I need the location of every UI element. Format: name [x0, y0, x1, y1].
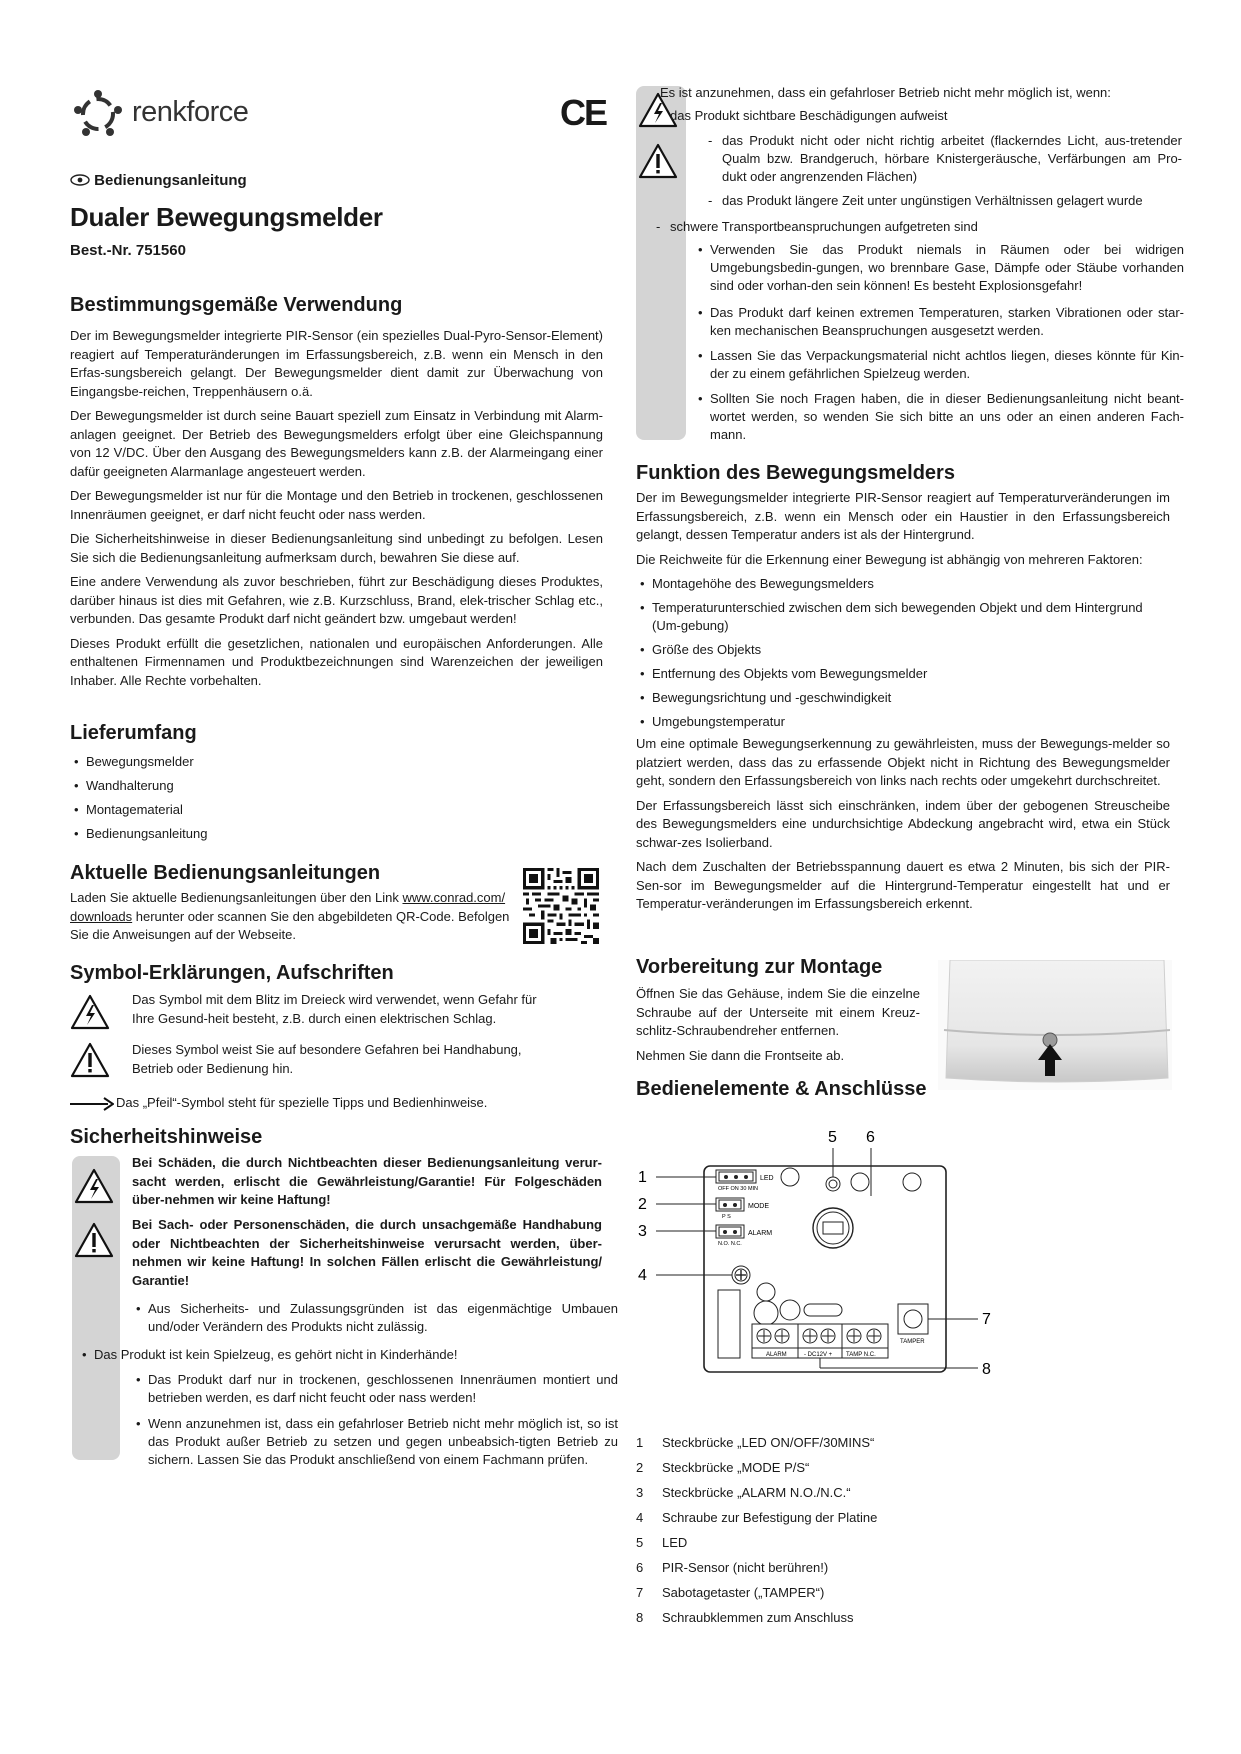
safety-margin-bar	[636, 86, 686, 440]
symbol-exclamation-text: Dieses Symbol weist Sie auf besondere Gefahren bei Handhabung, Betrieb oder Bedienung hin.	[132, 1042, 522, 1076]
section-safety	[70, 1126, 603, 1149]
component	[757, 1283, 775, 1301]
paragraph: Der im Bewegungsmelder integrierte PIR-Sensor (ein spezielles Dual-Pyro-Sensor-Element) reagiert auf Temperaturänderungen im Erfassungsbereich, z.B. wenn ein Mensch in den Erfas-sungsbereich gelangt. Der Bewegungsmelder dient damit zur Überwachung von Eingangsbe-reichen, Treppenhäusern o.ä.	[70, 328, 603, 399]
section-current-manuals	[70, 862, 510, 945]
paragraph: Nehmen Sie dann die Frontseite ab.	[636, 1047, 845, 1063]
safety-bullet: • Das Produkt ist kein Spielzeug, es gehört nicht in Kinderhände!	[78, 1346, 614, 1364]
hazard-condition: - das Produkt längere Zeit unter ungünstigen Verhältnissen gelagert wurde	[708, 192, 1192, 210]
legend-item: 4 Schraube zur Befestigung der Platine	[636, 1510, 878, 1525]
section-scope-of-delivery	[70, 722, 603, 843]
terminal-label-dc: - DC12V +	[804, 1352, 833, 1358]
list-item: • Bedienungsanleitung	[70, 825, 603, 843]
callout-8: 8	[982, 1361, 991, 1378]
ce-mark: CE	[560, 92, 607, 133]
safety-bullet: • Wenn anzunehmen ist, dass ein gefahrloser Betrieb nicht mehr möglich ist, so ist das Produkt außer Betrieb zu setzen und gegen unbeabsich-tigten Betrieb zu sichern. Lassen Sie das Produkt anschließend von einem Fachmann prüfen.	[132, 1415, 618, 1469]
hazard-intro: Es ist anzunehmen, dass ein gefahrloser Betrieb nicht mehr möglich ist, wenn:	[660, 85, 1111, 100]
paragraph: Der Erfassungsbereich lässt sich einschränken, indem über der gebogenen Streuscheibe des Bewegungsmelders eine undurchsichtige Abdeckung angebracht wird, etwa ein Stück schwar-zes Isolierband.	[636, 797, 1170, 850]
terminal-label-tamper: TAMP N.C.	[846, 1352, 876, 1358]
list-item: • Wandhalterung	[70, 777, 603, 795]
list-item: • Entfernung des Objekts vom Bewegungsmelder	[636, 665, 1170, 683]
callout-7: 7	[982, 1311, 991, 1328]
brand-name: renkforce	[132, 96, 249, 128]
brand-logo	[70, 88, 270, 138]
capacitor	[718, 1290, 740, 1358]
arrow-tip-icon	[70, 1097, 114, 1111]
tamper-switch-button	[904, 1310, 922, 1328]
qr-code-icon[interactable]	[523, 868, 599, 944]
exclamation-warning-icon	[638, 143, 678, 179]
mounting-hole	[903, 1173, 921, 1191]
tamper-label: TAMPER	[900, 1339, 925, 1345]
section-heading: Sicherheitshinweise	[70, 1126, 263, 1148]
legend-item: 3 Steckbrücke „ALARM N.O./N.C.“	[636, 1485, 851, 1500]
list-item: • Umgebungstemperatur	[636, 713, 1170, 731]
renkforce-logo-icon	[70, 88, 126, 138]
lightning-warning-icon	[70, 994, 110, 1030]
callout-3: 3	[638, 1223, 647, 1240]
safety-bullet: • Verwenden Sie das Produkt niemals in Räumen oder bei widrigen Umgebungsbedin-gungen, wo brennbare Gase, Dämpfe oder Stäube vorhanden sind oder vorhan-den sein können! Es besteht Explosionsgefahr!	[694, 241, 1184, 295]
list-item: • Größe des Objekts	[636, 641, 1170, 659]
list-item: • Bewegungsrichtung und -geschwindigkeit	[636, 689, 1170, 707]
controls-legend	[636, 1434, 1170, 1627]
language-de-icon	[70, 174, 90, 186]
hazard-condition: - das Produkt nicht oder nicht richtig arbeitet (flackerndes Licht, aus-tretender Qualm bzw. Brandgeruch, hörbare Knistergeräusche, Verfärbungen am Pro-dukt oder angrenzenden Flächen)	[708, 132, 1182, 186]
paragraph: Eine andere Verwendung als zuvor beschrieben, führt zur Beschädigung dieses Produktes, darüber hinaus ist dies mit Gefahren, wie z.B. Kurzschluss, Brand, elek-trischer Schlag etc., verbunden. Das gesamte Produkt darf nicht geändert bzw. umgebaut werden!	[70, 574, 603, 626]
exclamation-warning-icon	[74, 1222, 114, 1258]
circuit-board-diagram	[630, 1120, 1000, 1410]
section-function	[636, 462, 1170, 914]
svg-text:N.O. N.C.: N.O. N.C.	[718, 1241, 742, 1247]
component	[804, 1304, 842, 1316]
legend-item: 7 Sabotagetaster („TAMPER“)	[636, 1585, 825, 1600]
section-symbols	[70, 962, 610, 985]
component	[780, 1300, 800, 1320]
callout-5: 5	[828, 1129, 837, 1146]
paragraph: Öffnen Sie das Gehäuse, indem Sie die einzelne Schraube auf der Unterseite mit einem Kreuz-schlitz-Schraubendreher entfernen.	[636, 986, 920, 1038]
list-item: • Montagematerial	[70, 801, 603, 819]
paragraph: Um eine optimale Bewegungserkennung zu gewährleisten, muss der Bewegungs-melder so platziert werden, dass das zu erfassende Objekt nicht in Richtung des Bewegungsmelder geht, sondern den Erfassungsbereich von links nach rechts oder umgekehrt durchschreitet.	[636, 736, 1170, 788]
paragraph: Laden Sie aktuelle Bedienungsanleitungen über den Link www.conrad.com/ downloads herunter oder scannen Sie den abgebildeten QR-Code. Befolgen Sie die Anweisungen auf der Webseite.	[70, 890, 510, 942]
legend-item: 5 LED	[636, 1535, 688, 1550]
safety-warning-1: Bei Schäden, die durch Nichtbeachten dieser Bedienungsanleitung verur-sacht werden, erlischt die Gewährleistung/Garantie! Für Folgeschäden über-nehmen wir keine Haftung!	[132, 1155, 602, 1207]
section-heading: Vorbereitung zur Montage	[636, 956, 883, 978]
callout-4: 4	[638, 1267, 647, 1284]
callout-1: 1	[638, 1169, 647, 1186]
paragraph: Nach dem Zuschalten der Betriebsspannung dauert es etwa 2 Minuten, bis sich der PIR-Sen-sor im Bewegungsmelder auf die Hintergrund-Temperatur eingestellt hat und er Temperatur-veränderungen im Erfassungsbereich erkennt.	[636, 859, 1170, 911]
safety-bullet: • Lassen Sie das Verpackungsmaterial nicht achtlos liegen, dieses könnte für Kin-der zu einem gefährlichen Spielzeug werden.	[694, 347, 1184, 383]
housing-photo	[938, 960, 1172, 1090]
list-item: • Temperaturunterschied zwischen dem sich bewegenden Objekt und dem Hintergrund (Um-gebung)	[636, 599, 1170, 635]
callout-2: 2	[638, 1196, 647, 1213]
pir-sensor-window	[823, 1222, 843, 1234]
list-item: • Montagehöhe des Bewegungsmelders	[636, 575, 1170, 593]
safety-bullet: • Das Produkt darf keinen extremen Temperaturen, starken Vibrationen oder star-ken mechanischen Beanspruchungen ausgesetzt werden.	[694, 304, 1184, 340]
legend-item: 2 Steckbrücke „MODE P/S“	[636, 1460, 810, 1475]
symbol-lightning-text: Das Symbol mit dem Blitz im Dreieck wird verwendet, wenn Gefahr für Ihre Gesund-heit besteht, z.B. durch einen elektrischen Schlag.	[132, 992, 537, 1026]
section-heading: Funktion des Bewegungsmelders	[636, 462, 955, 484]
safety-bullet: • Sollten Sie noch Fragen haben, die in dieser Bedienungsanleitung nicht beant-wortet werden, so wenden Sie sich bitte an uns oder an einen anderen Fach-mann.	[694, 390, 1184, 444]
board-screw-icon	[732, 1266, 750, 1284]
lightning-warning-icon	[74, 1168, 114, 1204]
hazard-condition: - schwere Transportbeanspruchungen aufgetreten sind	[656, 218, 1170, 236]
section-heading: Lieferumfang	[70, 722, 197, 744]
legend-item: 6 PIR-Sensor (nicht berühren!)	[636, 1560, 829, 1575]
list-item: • Bewegungsmelder	[70, 753, 603, 771]
section-controls	[636, 1078, 1170, 1101]
legend-item: 8 Schraubklemmen zum Anschluss	[636, 1610, 854, 1625]
exclamation-warning-icon	[70, 1042, 110, 1078]
paragraph: Die Reichweite für die Erkennung einer Bewegung ist abhängig von mehreren Faktoren:	[636, 551, 1143, 567]
svg-text:LED: LED	[760, 1175, 774, 1182]
terminal-label-alarm: ALARM	[766, 1352, 787, 1358]
section-intended-use	[70, 294, 603, 690]
safety-warning-2: Bei Sach- oder Personenschäden, die durch unsachgemäße Handhabung oder Nichtbeachten der Sicherheitshinweise verursacht werden, über-nehmen wir keine Haftung! In solchen Fällen erlischt die Gewährleistung/ Garantie!	[132, 1217, 602, 1288]
safety-bullet: • Das Produkt darf nur in trockenen, geschlossenen Innenräumen montiert und betrieben werden, es darf nicht feucht oder nass werden!	[132, 1371, 618, 1407]
paragraph: Die Sicherheitshinweise in dieser Bedienungsanleitung sind unbedingt zu befolgen. Lesen Sie sich die Bedienungsanleitung aufmerksam durch, bewahren Sie diese auf.	[70, 531, 603, 565]
mounting-hole	[851, 1173, 869, 1191]
section-preparation	[636, 956, 920, 1065]
paragraph: Der im Bewegungsmelder integrierte PIR-Sensor reagiert auf Temperaturveränderungen im Erfassungsbereich, z.B. wenn ein Mensch oder ein Haustier in den Erfassungsbereich gelangt, dessen Temperatur anders ist als der Hintergrund.	[636, 490, 1170, 542]
section-heading: Symbol-Erklärungen, Aufschriften	[70, 962, 394, 984]
svg-text:MODE: MODE	[748, 1203, 769, 1210]
section-heading: Aktuelle Bedienungsanleitungen	[70, 862, 381, 884]
svg-text:OFF ON 30 MIN: OFF ON 30 MIN	[718, 1186, 759, 1192]
downloads-link[interactable]: www.conrad.com/ downloads	[70, 890, 506, 924]
hazard-condition: das Produkt sichtbare Beschädigungen aufweist	[670, 108, 948, 123]
symbol-arrow-text: Das „Pfeil“-Symbol steht für spezielle Tipps und Bedienhinweise.	[116, 1095, 488, 1110]
doc-type: Bedienungsanleitung	[70, 172, 247, 189]
svg-text:P S: P S	[722, 1214, 731, 1220]
mounting-hole	[781, 1168, 799, 1186]
svg-text:ALARM: ALARM	[748, 1230, 773, 1237]
paragraph: Der Bewegungsmelder ist nur für die Montage und den Betrieb in trockenen, geschlossenen Innenräumen geeignet, er darf nicht feucht oder nass werden.	[70, 488, 603, 522]
callout-6: 6	[866, 1129, 875, 1146]
page-title: Dualer Bewegungsmelder	[70, 202, 383, 232]
section-heading: Bestimmungsgemäße Verwendung	[70, 294, 403, 316]
legend-item: 1 Steckbrücke „LED ON/OFF/30MINS“	[636, 1435, 875, 1450]
paragraph: Dieses Produkt erfüllt die gesetzlichen, nationalen und europäischen Anforderungen. Alle enthaltenen Firmennamen und Produktbezeichnungen sind Warenzeichen der jeweiligen Inhaber. Alle Rechte vorbehalten.	[70, 635, 603, 688]
section-heading: Bedienelemente & Anschlüsse	[636, 1078, 927, 1100]
paragraph: Der Bewegungsmelder ist durch seine Bauart speziell zum Einsatz in Verbindung mit Alarm-anlagen geeignet. Der Betrieb des Bewegungsmelders erfolgt über eine Gleichspannung von 12 V/DC. Über den Ausgang des Bewegungsmelders kann z.B. der Alarmeingang einer dafür geeigneten Alarmanlage angesteuert werden.	[70, 408, 603, 479]
component	[754, 1301, 778, 1325]
safety-bullet: • Aus Sicherheits- und Zulassungsgründen ist das eigenmächtige Umbauen und/oder Verändern des Produkts nicht zulässig.	[132, 1300, 618, 1336]
led-inner	[829, 1180, 837, 1188]
order-number: Best.-Nr. 751560	[70, 242, 186, 259]
